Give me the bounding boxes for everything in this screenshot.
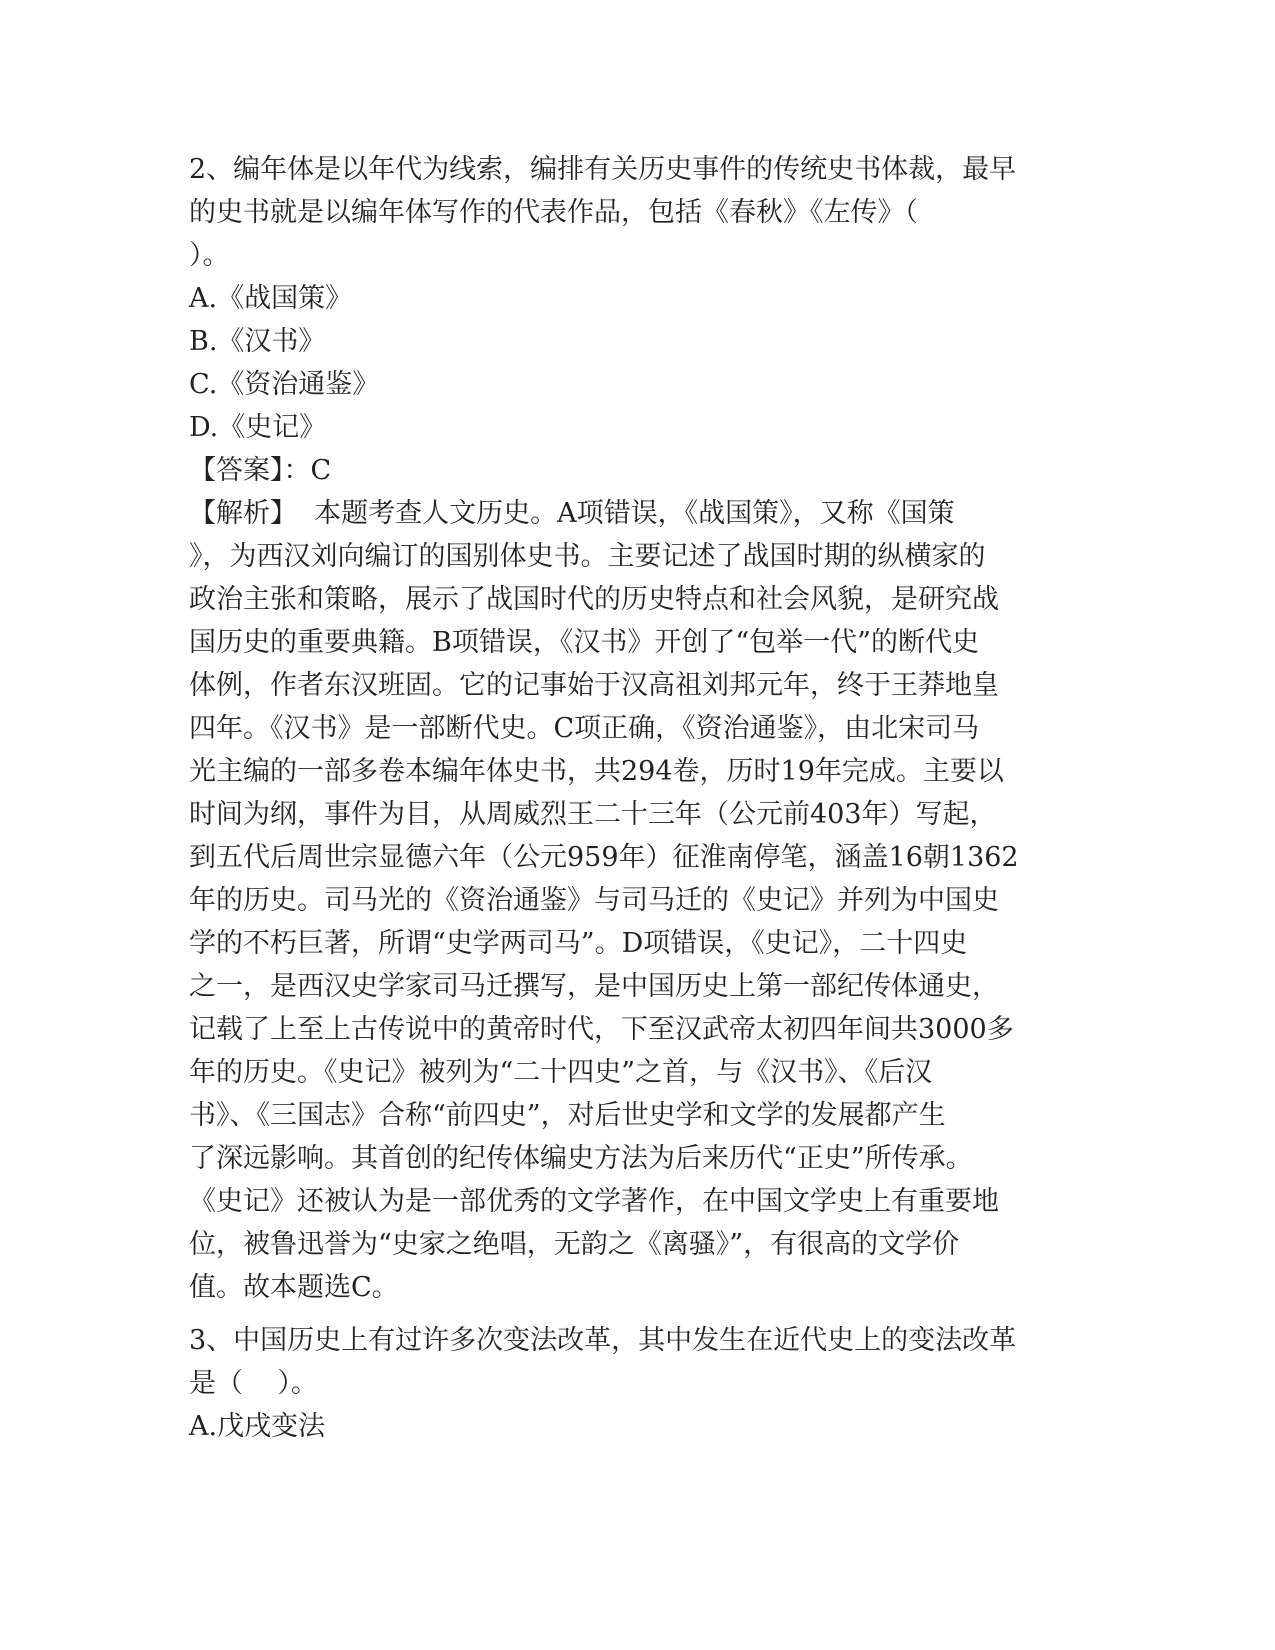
- question-3-stem-line: 3、中国历史上有过许多次变法改革，其中发生在近代史上的变法改革: [189, 1325, 1017, 1356]
- question-2-option-b: B.《汉书》: [189, 326, 326, 357]
- question-2-option-c: C.《资治通鉴》: [189, 369, 380, 400]
- question-2-stem-line: 2、编年体是以年代为线索，编排有关历史事件的传统史书体裁，最早: [189, 154, 1017, 185]
- analysis-line: 值。故本题选C。: [189, 1272, 399, 1303]
- analysis-line: 之一，是西汉史学家司马迁撰写，是中国历史上第一部纪传体通史，: [189, 971, 999, 1002]
- analysis-line: 年的历史。司马光的《资治通鉴》与司马迁的《史记》并列为中国史: [189, 885, 999, 916]
- question-2-analysis: [189, 492, 1089, 1309]
- question-2-answer: 【答案】：C: [189, 455, 332, 486]
- question-2: [189, 148, 1089, 1309]
- question-2-stem-line: ）。: [189, 240, 230, 271]
- analysis-line: 政治主张和策略，展示了战国时代的历史特点和社会风貌，是研究战: [189, 584, 999, 615]
- analysis-line: 位，被鲁迅誉为“史家之绝唱，无韵之《离骚》”，有很高的文学价: [189, 1229, 960, 1260]
- analysis-line: 年的历史。《史记》被列为“二十四史”之首，与《汉书》、《后汉: [189, 1057, 933, 1088]
- analysis-line: 到五代后周世宗显德六年（公元959年）征淮南停笔，涵盖16朝1362: [189, 842, 1019, 873]
- question-separator: [189, 1309, 1089, 1319]
- analysis-line: 《史记》还被认为是一部优秀的文学著作，在中国文学史上有重要地: [189, 1186, 999, 1217]
- question-3-option-a: A.戊戌变法: [189, 1411, 326, 1442]
- question-3: [189, 1319, 1089, 1448]
- analysis-line: 了深远影响。其首创的纪传体编史方法为后来历代“正史”所传承。: [189, 1143, 973, 1174]
- analysis-line: 四年。《汉书》是一部断代史。C项正确，《资治通鉴》，由北宋司马: [189, 713, 980, 744]
- analysis-line: 时间为纲，事件为目，从周威烈王二十三年（公元前403年）写起，: [189, 799, 997, 830]
- analysis-line: 光主编的一部多卷本编年体史书，共294卷，历时19年完成。主要以: [189, 756, 1004, 787]
- question-3-stem-line: 是（ ）。: [189, 1368, 318, 1399]
- analysis-line: 书》、《三国志》合称“前四史”，对后世史学和文学的发展都产生: [189, 1100, 946, 1131]
- analysis-line: 体例，作者东汉班固。它的记事始于汉高祖刘邦元年，终于王莽地皇: [189, 670, 999, 701]
- document-page: [189, 148, 1089, 1448]
- analysis-line: 国历史的重要典籍。B项错误，《汉书》开创了“包举一代”的断代史: [189, 627, 979, 658]
- question-2-stem-line: 的史书就是以编年体写作的代表作品，包括《春秋》《左传》（: [189, 197, 918, 228]
- question-2-option-a: A.《战国策》: [189, 283, 353, 314]
- question-2-option-d: D.《史记》: [189, 412, 327, 443]
- analysis-line: 记载了上至上古传说中的黄帝时代，下至汉武帝太初四年间共3000多: [189, 1014, 1014, 1045]
- analysis-line: 》，为西汉刘向编订的国别体史书。主要记述了战国时期的纵横家的: [189, 541, 986, 572]
- analysis-line: 学的不朽巨著，所谓“史学两司马”。D项错误，《史记》，二十四史: [189, 928, 968, 959]
- analysis-line: 【解析】 本题考查人文历史。A项错误，《战国策》，又称《国策: [189, 498, 955, 529]
